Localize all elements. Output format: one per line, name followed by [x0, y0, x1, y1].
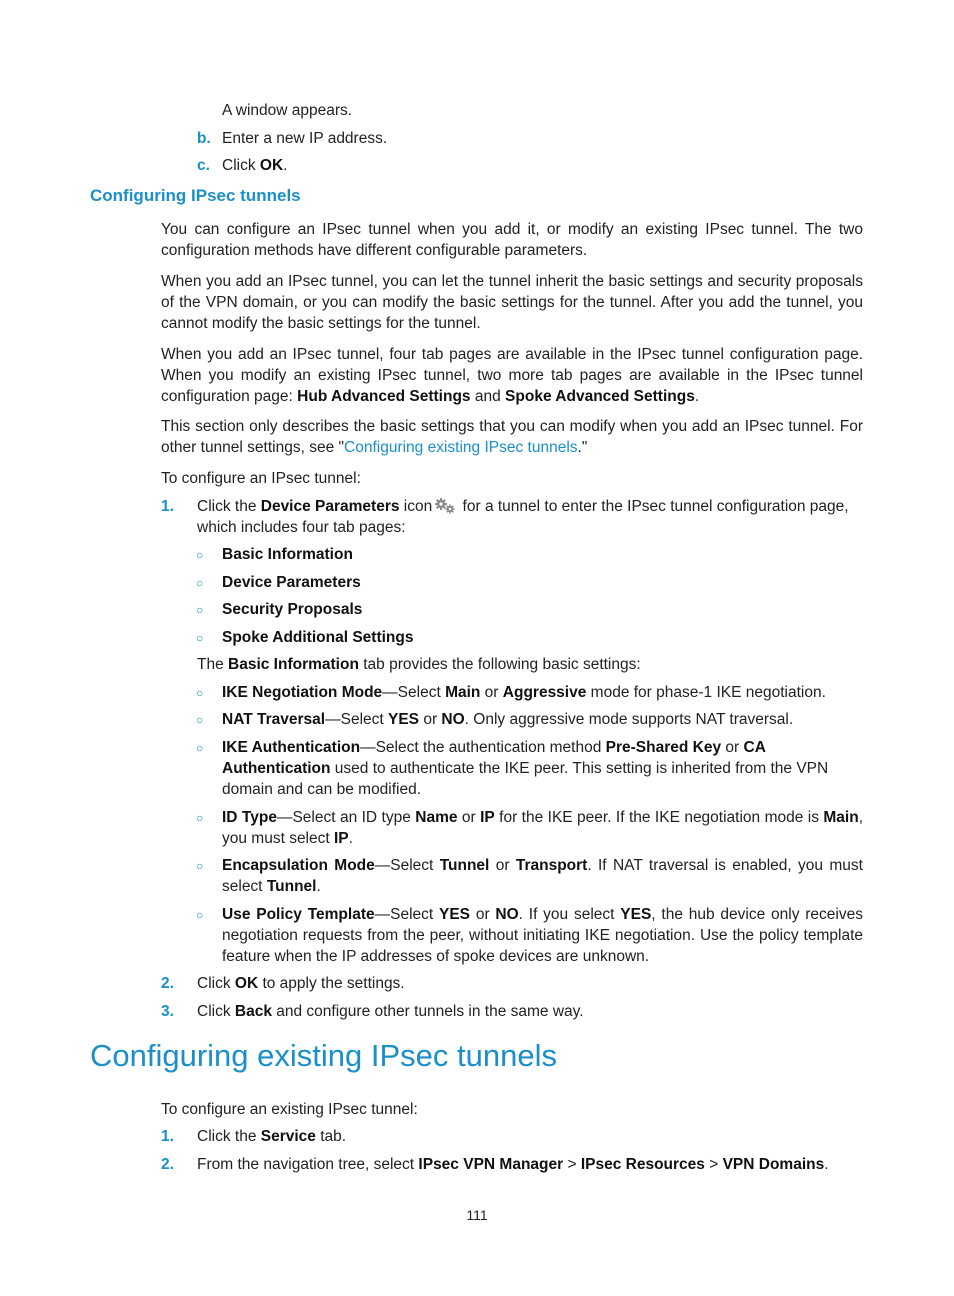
bullet-icon: ○	[196, 713, 204, 727]
window-appears-text: A window appears.	[222, 102, 353, 119]
setting-ike-authentication: IKE Authentication—Select the authentication method Pre-Shared Key or CA Authentication used to authenticate the IKE peer. This setting is inherited from the VPN domain and can be modified.	[222, 739, 829, 798]
step-c-marker: c.	[197, 157, 210, 174]
setting-use-policy-template: Use Policy Template—Select YES or NO. If you select YES, the hub device only receives negotiation requests from the peer, without initiating IKE negotiation. Use the policy template feature when the IP addresses of spoke devices are unknown.	[222, 906, 863, 965]
step-c-text: Click OK.	[222, 157, 288, 174]
tab-device-parameters: Device Parameters	[222, 574, 361, 591]
step-b-text: Enter a new IP address.	[222, 130, 388, 147]
bullet-icon: ○	[196, 686, 204, 700]
setting-ike-negotiation-mode: IKE Negotiation Mode—Select Main or Aggressive mode for phase-1 IKE negotiation.	[222, 684, 826, 701]
bullet-icon: ○	[196, 631, 204, 645]
paragraph-3: When you add an IPsec tunnel, four tab pages are available in the IPsec tunnel configuration page. When you modify an existing IPsec tunnel, two more tab pages are available in the IPsec tunnel configuration page: Hub Advanced Settings and Spoke Advanced Settings.	[161, 346, 863, 405]
bullet-icon: ○	[196, 741, 204, 755]
intro-configure-existing-tunnel: To configure an existing IPsec tunnel:	[161, 1101, 418, 1118]
setting-nat-traversal: NAT Traversal—Select YES or NO. Only aggressive mode supports NAT traversal.	[222, 711, 794, 728]
device-parameters-icon	[434, 498, 456, 514]
tab-security-proposals: Security Proposals	[222, 601, 363, 618]
step-2-1-marker: 1.	[161, 1128, 174, 1145]
tab-basic-information: Basic Information	[222, 546, 353, 563]
step-2-2-text: From the navigation tree, select IPsec VPN Manager > IPsec Resources > VPN Domains.	[197, 1156, 829, 1173]
tab-spoke-additional-settings: Spoke Additional Settings	[222, 629, 414, 646]
bullet-icon: ○	[196, 548, 204, 562]
step-2-1-text: Click the Service tab.	[197, 1128, 347, 1145]
step-1-text-line2: which includes four tab pages:	[197, 519, 406, 536]
setting-id-type: ID Type—Select an ID type Name or IP for the IKE peer. If the IKE negotiation mode is Main, you must select IP.	[222, 809, 864, 847]
basic-information-intro: The Basic Information tab provides the following basic settings:	[197, 656, 641, 673]
paragraph-1: You can configure an IPsec tunnel when you add it, or modify an existing IPsec tunnel. The two configuration methods have different configurable parameters.	[161, 221, 863, 259]
bullet-icon: ○	[196, 908, 204, 922]
paragraph-4: This section only describes the basic settings that you can modify when you add an IPsec tunnel. For other tunnel settings, see "Configuring existing IPsec tunnels."	[161, 418, 863, 456]
bullet-icon: ○	[196, 811, 204, 825]
step-2-text: Click OK to apply the settings.	[197, 975, 405, 992]
bullet-icon: ○	[196, 576, 204, 590]
main-heading: Configuring existing IPsec tunnels	[90, 1038, 557, 1073]
section-heading: Configuring IPsec tunnels	[90, 186, 301, 205]
step-b-marker: b.	[197, 130, 211, 147]
bullet-icon: ○	[196, 603, 204, 617]
step-2-marker: 2.	[161, 975, 174, 992]
page-number: 111	[466, 1207, 488, 1223]
step-3-text: Click Back and configure other tunnels in the same way.	[197, 1003, 584, 1020]
step-3-marker: 3.	[161, 1003, 174, 1020]
configuring-existing-tunnels-link[interactable]: Configuring existing IPsec tunnels	[344, 439, 578, 456]
setting-encapsulation-mode: Encapsulation Mode—Select Tunnel or Transport. If NAT traversal is enabled, you must select Tunnel.	[222, 857, 863, 895]
bullet-icon: ○	[196, 859, 204, 873]
paragraph-2: When you add an IPsec tunnel, you can let the tunnel inherit the basic settings and security proposals of the VPN domain, or you can modify the basic settings for the tunnel. After you add the tunnel, you cannot modify the basic settings for the tunnel.	[161, 273, 863, 332]
step-1-text: Click the Device Parameters icon for a tunnel to enter the IPsec tunnel configuration page,	[197, 498, 849, 515]
intro-configure-tunnel: To configure an IPsec tunnel:	[161, 470, 361, 487]
step-1-marker: 1.	[161, 498, 174, 515]
step-2-2-marker: 2.	[161, 1156, 174, 1173]
